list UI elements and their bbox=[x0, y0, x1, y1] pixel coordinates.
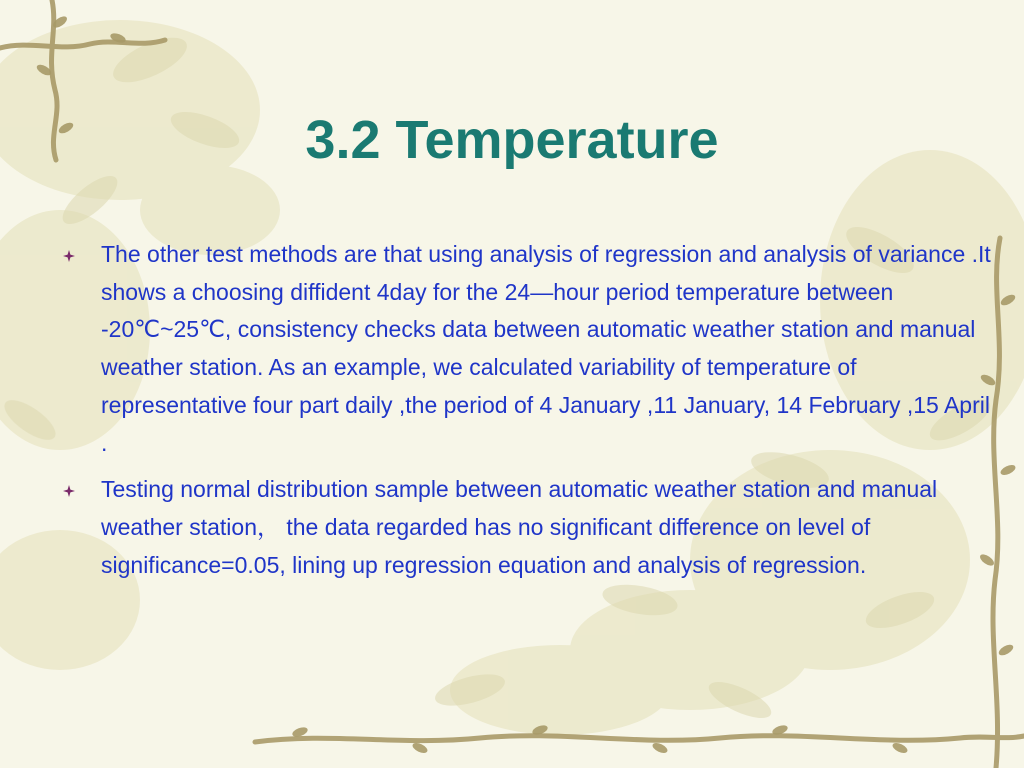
slide-title: 3.2 Temperature bbox=[305, 110, 719, 170]
bullet-text: The other test methods are that using analysis of regression and analysis of variance .It shows a choosing diffident 4day for the 24—hour period temperature between -20℃~25℃, consistency checks data between automatic weather station and manual weather station. As an example, we calculated variability of temperature of representative four part daily ,the period of 4 January ,11 January, 14 February ,15 April . bbox=[101, 241, 991, 456]
bullet-list bbox=[62, 236, 992, 593]
diamond-star-bullet-icon bbox=[63, 250, 75, 262]
diamond-star-bullet-icon bbox=[63, 485, 75, 497]
bullet-text: Testing normal distribution sample between automatic weather station and manual weather station， the data regarded has no significant difference on level of significance=0.05, lining up regression equation and analysis of regression. bbox=[101, 476, 938, 578]
bullet-item bbox=[62, 471, 992, 584]
bullet-item bbox=[62, 236, 992, 462]
